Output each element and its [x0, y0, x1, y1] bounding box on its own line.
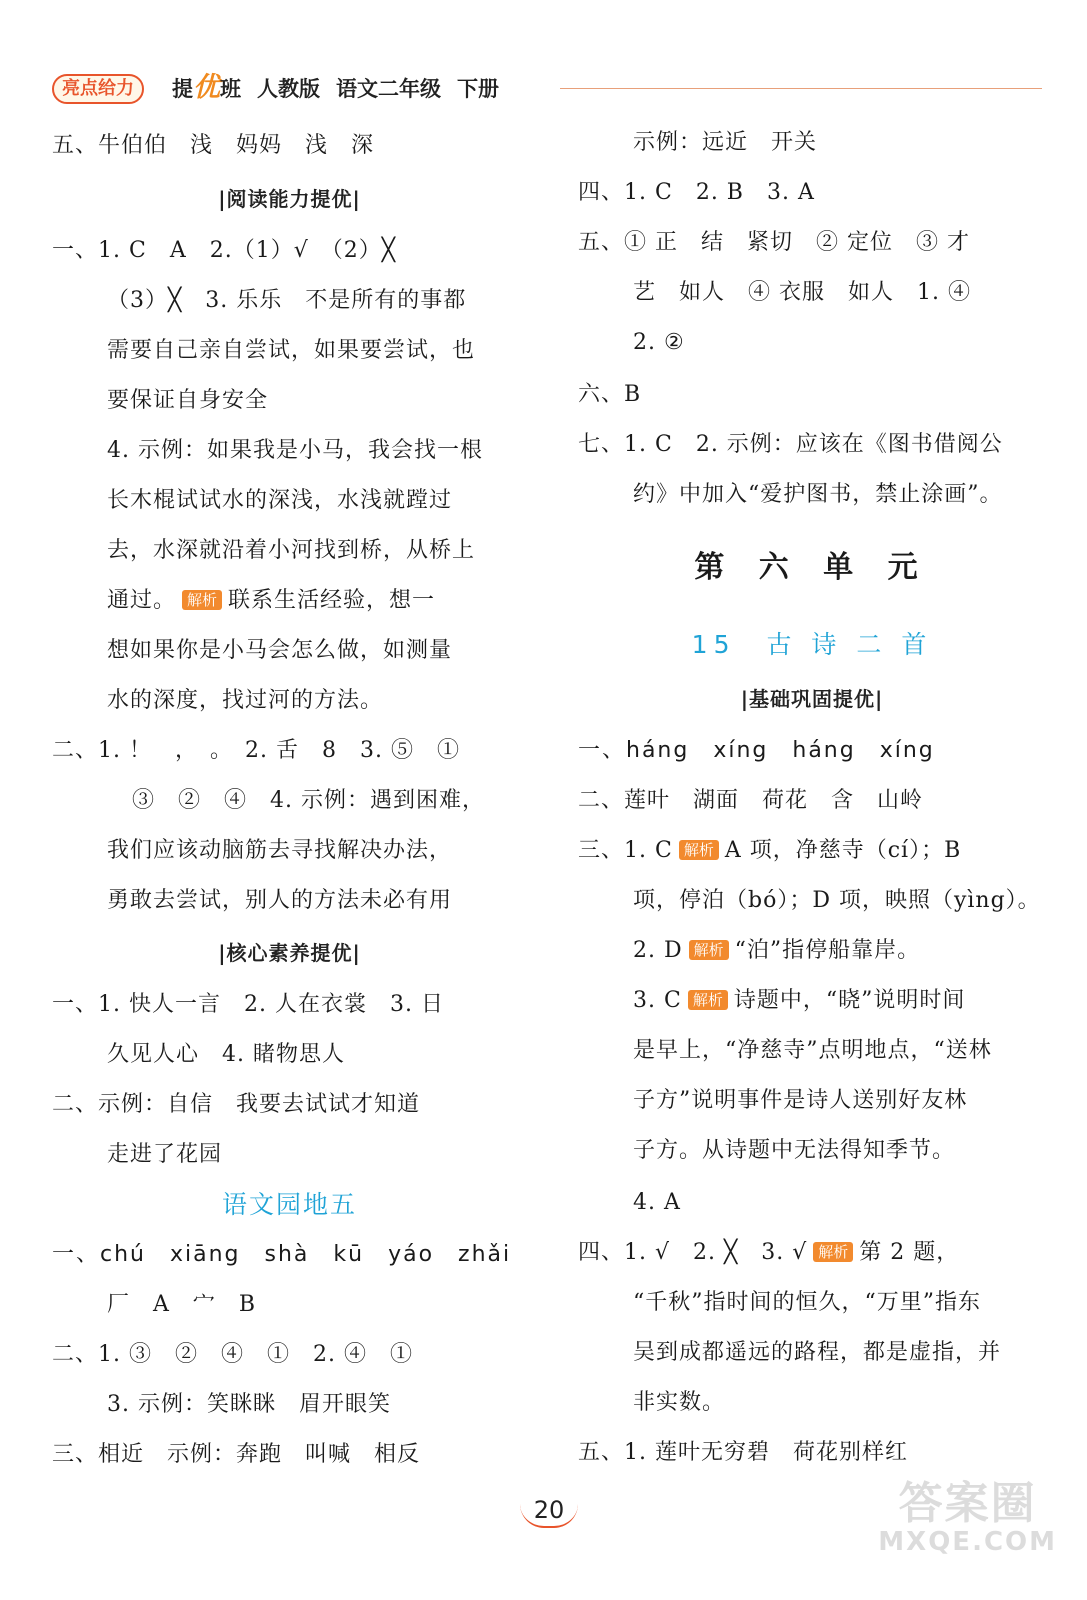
analysis-text: 诗题中，“晓”说明时间	[733, 988, 966, 1013]
analysis-tag: 解析	[813, 1242, 853, 1262]
answer-line: 3. 示例：笑眯眯 眉开眼笑	[107, 1392, 391, 1417]
analysis-tag: 解析	[679, 840, 719, 860]
answer-line: ③ ② ④ 4. 示例：遇到困难，	[132, 788, 485, 813]
lesson-title: 15 古 诗 二 首	[691, 630, 933, 659]
answer-line: 五、1. 莲叶无穷碧 荷花别样红	[578, 1440, 908, 1465]
analysis-tag: 解析	[182, 590, 222, 610]
answer-line: 勇敢去尝试，别人的方法未必有用	[107, 888, 453, 913]
section-heading: |基础巩固提优|	[740, 687, 884, 711]
answer-text: 通过。	[107, 588, 177, 613]
watermark-logo	[878, 1480, 1057, 1557]
book-title	[172, 72, 499, 105]
answer-text: 三、1. C	[578, 838, 673, 863]
answer-line: 长木棍试试水的深浅，水浅就蹚过	[107, 488, 453, 513]
answer-line: 项，停泊（bó）；D 项，映照（yìng）。	[633, 888, 1041, 913]
brand-badge: 亮点给力	[52, 74, 144, 104]
answer-line	[578, 826, 961, 876]
answer-line	[578, 1228, 959, 1278]
section-heading: |阅读能力提优|	[218, 187, 361, 211]
unit-title: 第 六 单 元	[694, 550, 930, 585]
analysis-tag: 解析	[689, 940, 729, 960]
analysis-tag: 解析	[688, 990, 728, 1010]
answer-line: 子方”说明事件是诗人送别好友林	[633, 1088, 968, 1113]
watermark-line1: 答案圈	[898, 1478, 1037, 1529]
answer-line: 一、háng xíng háng xíng	[578, 738, 935, 763]
analysis-text: A 项，净慈寺（cí）；B	[724, 838, 962, 863]
answer-line: 一、chú xiāng shà kū yáo zhǎi	[52, 1242, 512, 1267]
answer-line: 二、1. ③ ② ④ ① 2. ④ ①	[52, 1342, 413, 1367]
answer-line: 要保证自身安全	[107, 388, 269, 413]
answer-line: 想如果你是小马会怎么做，如测量	[107, 638, 453, 663]
analysis-text: 联系生活经验，想一	[228, 588, 436, 613]
answer-text: 四、1. √ 2. ╳ 3. √	[578, 1240, 808, 1265]
answer-line: 4. 示例：如果我是小马，我会找一根	[107, 438, 483, 463]
answer-line	[633, 926, 920, 976]
subject: 语文二年级	[336, 77, 441, 101]
lesson-title: 语文园地五	[221, 1190, 357, 1219]
title-post: 班	[220, 77, 241, 101]
answer-line: 厂 A 宀 B	[107, 1292, 257, 1317]
answer-line: 五、① 正 结 紧切 ② 定位 ③ 才	[578, 230, 970, 255]
answer-text: 3. C	[633, 988, 682, 1013]
answer-line: 艺 如人 ④ 衣服 如人 1. ④	[633, 280, 971, 305]
answer-line: 三、相近 示例：奔跑 叫喊 相反	[52, 1442, 421, 1467]
edition: 人教版	[257, 77, 320, 101]
answer-line: 二、1. ！ ， 。 2. 舌 8 3. ⑤ ①	[52, 738, 460, 763]
answer-line: “千秋”指时间的恒久，“万里”指东	[633, 1290, 981, 1315]
answer-line: 二、示例：自信 我要去试试才知道	[52, 1092, 421, 1117]
title-pre: 提	[172, 77, 193, 101]
answer-line: 2. ②	[633, 330, 685, 355]
answer-line: （3）╳ 3. 乐乐 不是所有的事都	[107, 288, 467, 313]
answer-line	[633, 976, 965, 1026]
page-number: 20	[520, 1494, 578, 1528]
title-you: 优	[193, 72, 220, 103]
answer-line: 子方。从诗题中无法得知季节。	[633, 1138, 956, 1163]
answer-line: 走进了花园	[107, 1142, 223, 1167]
answer-line: 六、B	[578, 382, 642, 407]
answer-line: 是早上，“净慈寺”点明地点，“送林	[633, 1038, 992, 1063]
answer-line: 约》中加入“爱护图书，禁止涂画”。	[633, 482, 1003, 507]
answer-line: 需要自己亲自尝试，如果要尝试，也	[107, 338, 476, 363]
watermark-line2: MXQE.COM	[878, 1527, 1057, 1558]
answer-line: 四、1. C 2. B 3. A	[578, 180, 815, 205]
answer-line: 去，水深就沿着小河找到桥，从桥上	[107, 538, 476, 563]
answer-line: 我们应该动脑筋去寻找解决办法，	[107, 838, 453, 863]
answer-line: 久见人心 4. 睹物思人	[107, 1042, 345, 1067]
answer-line: 水的深度，找过河的方法。	[107, 688, 384, 713]
page-header	[52, 72, 1042, 108]
analysis-text: “泊”指停船靠岸。	[734, 938, 921, 963]
answer-text: 2. D	[633, 938, 683, 963]
answer-line: 4. A	[633, 1190, 681, 1215]
answer-line: 非实数。	[633, 1390, 726, 1415]
section-heading: |核心素养提优|	[218, 941, 361, 965]
answer-line: 一、1. 快人一言 2. 人在衣裳 3. 日	[52, 992, 444, 1017]
answer-line: 一、1. C A 2.（1）√ （2）╳	[52, 238, 396, 263]
answer-line: 二、莲叶 湖面 荷花 含 山岭	[578, 788, 924, 813]
answer-line: 吴到成都遥远的路程，都是虚指，并	[633, 1340, 1002, 1365]
answer-line: 七、1. C 2. 示例：应该在《图书借阅公	[578, 432, 1003, 457]
analysis-text: 第 2 题，	[859, 1240, 960, 1265]
volume: 下册	[457, 77, 499, 101]
answer-line	[107, 576, 435, 626]
answer-line: 五、牛伯伯 浅 妈妈 浅 深	[52, 133, 375, 158]
header-rule	[560, 88, 1042, 89]
answer-line: 示例：远近 开关	[633, 130, 818, 155]
